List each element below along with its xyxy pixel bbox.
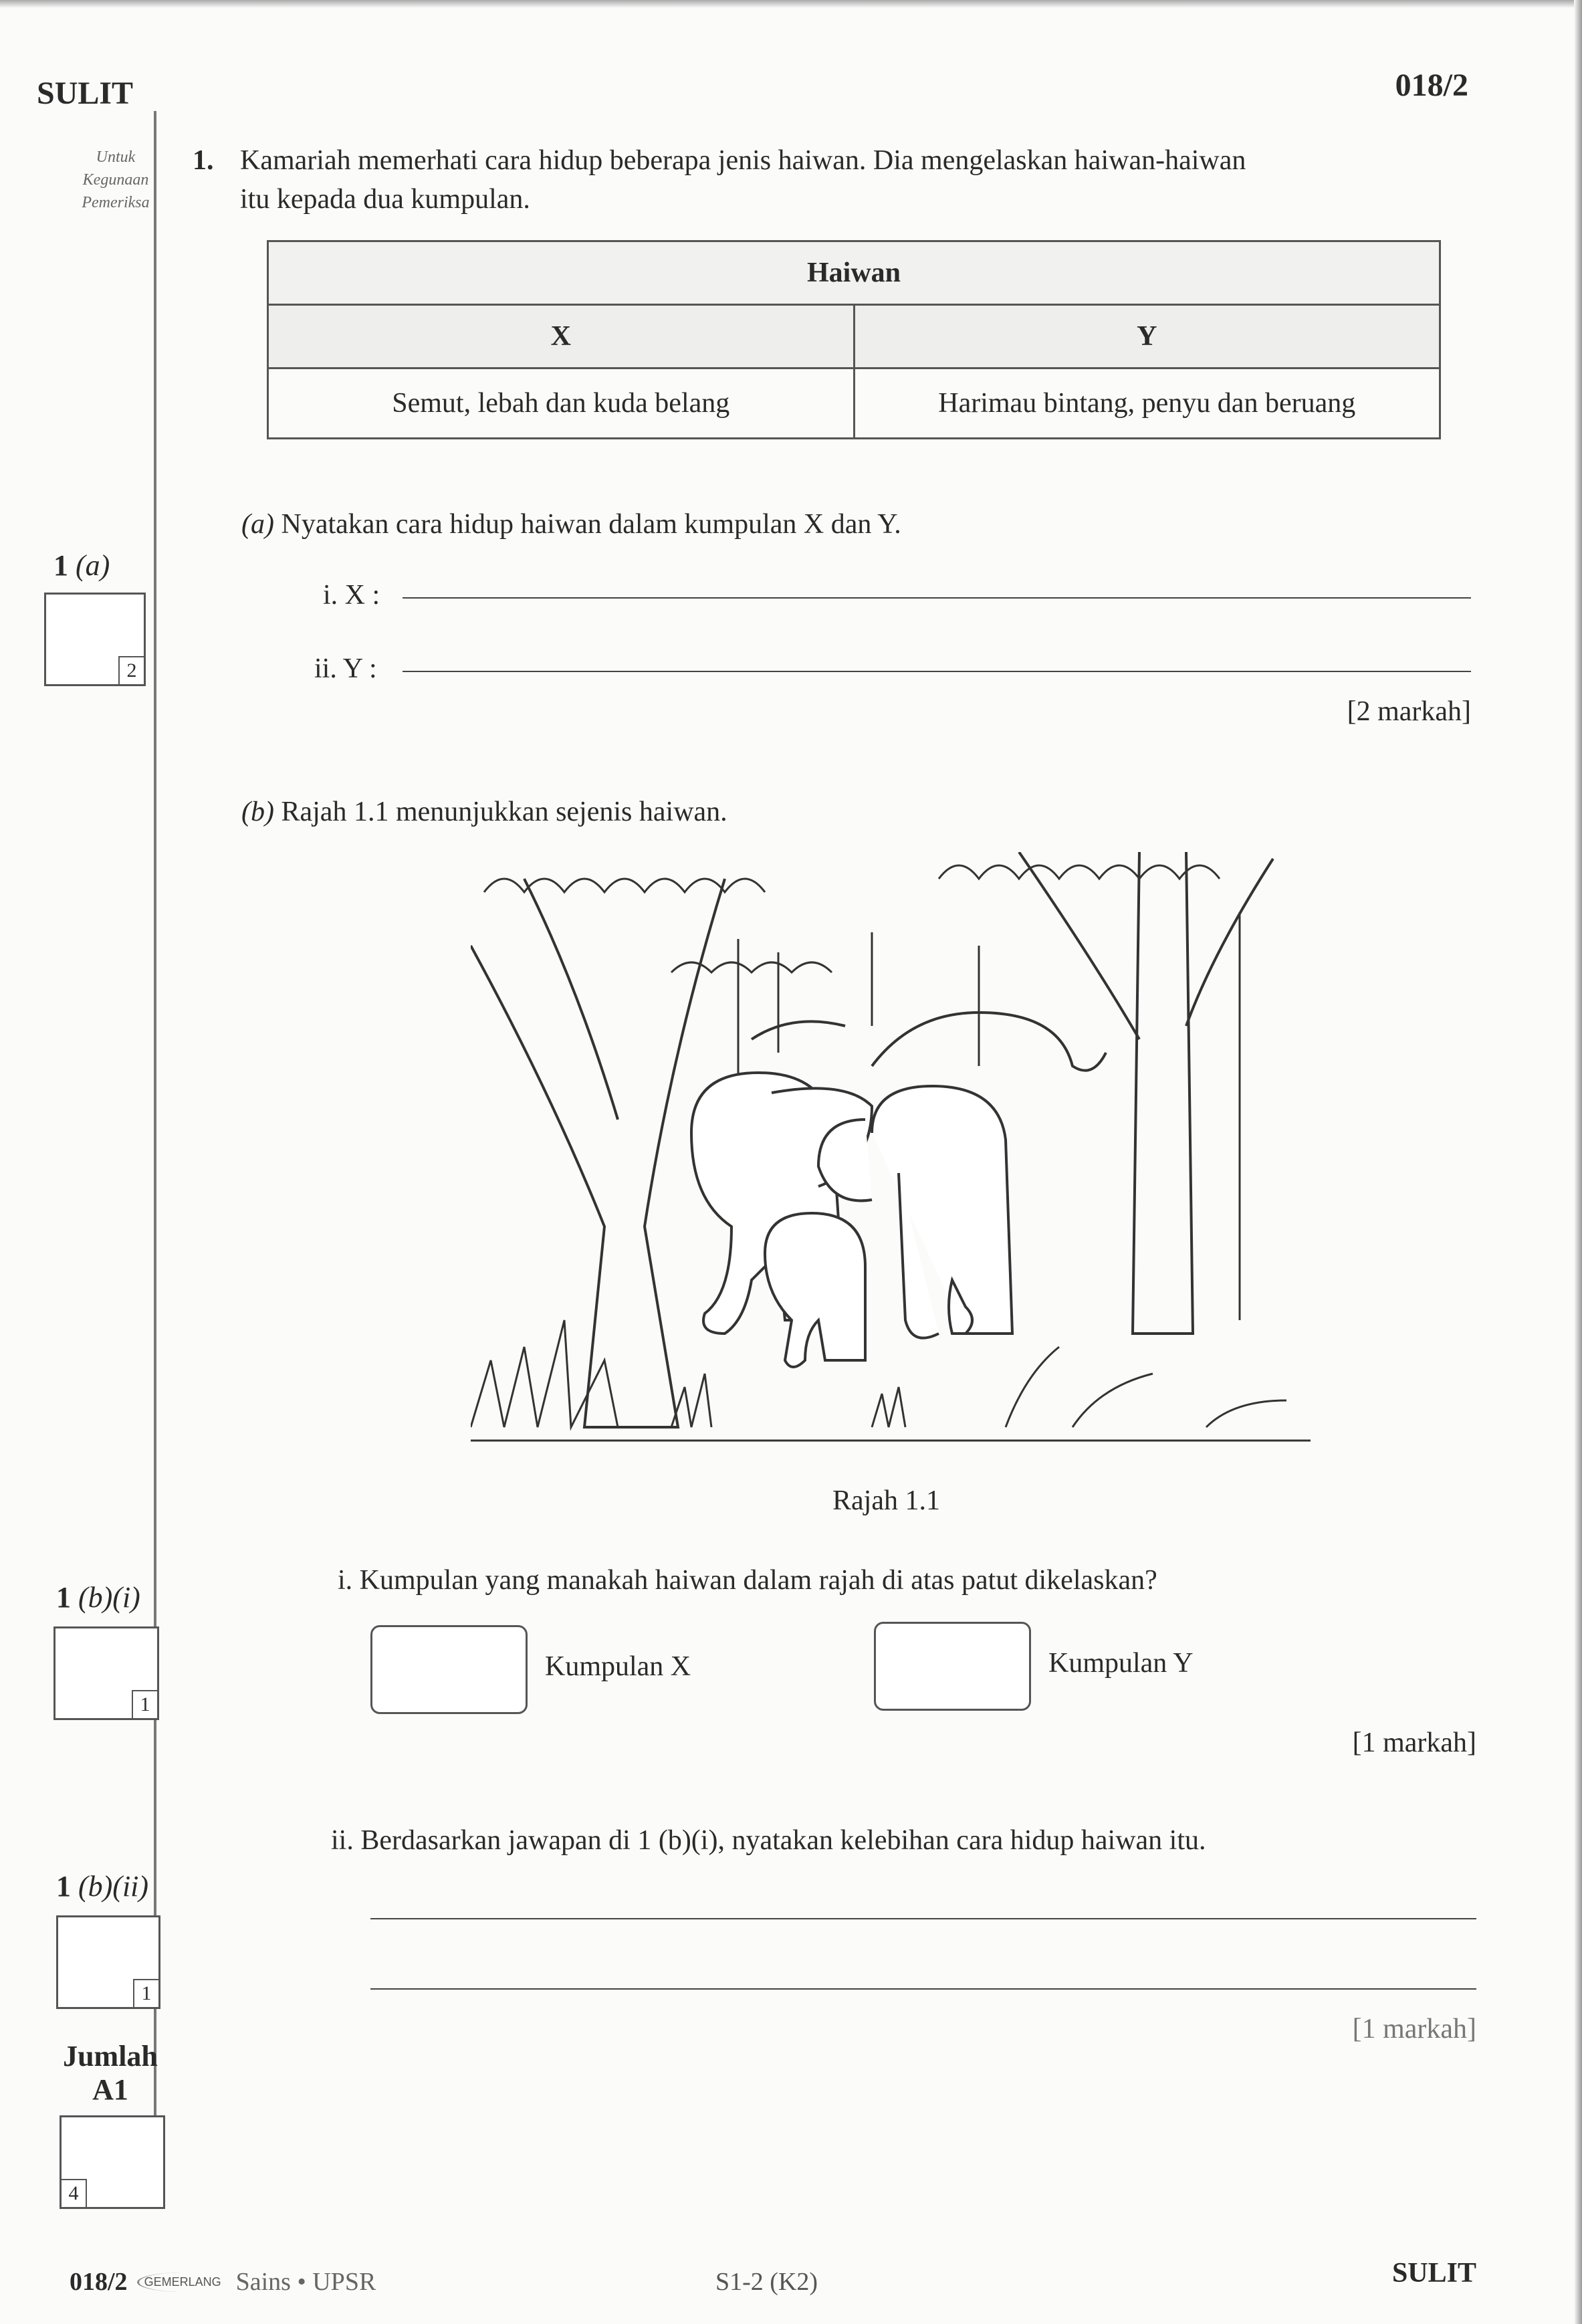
scan-edge (1574, 0, 1582, 2324)
option-kumpulan-y: Kumpulan Y (1048, 1648, 1194, 1679)
part-a-label: (a) (241, 509, 274, 540)
label-part: (a) (76, 549, 110, 582)
note-line: Pemeriksa (82, 194, 150, 211)
option-kumpulan-x: Kumpulan X (545, 1651, 691, 1682)
checkbox-kumpulan-x[interactable] (370, 1625, 528, 1714)
tree-left (471, 879, 725, 1427)
max-score: 4 (60, 2179, 87, 2208)
footer-code: 018/2 (70, 2268, 128, 2296)
table-header-x: X (268, 305, 855, 368)
part-a-question (241, 503, 901, 546)
part-b-i-text: i. Kumpulan yang manakah haiwan dalam rajah di atas patut dikelaskan? (338, 1565, 1157, 1596)
header-code: 018/2 (1395, 68, 1468, 103)
elephant-back (752, 1013, 1106, 1071)
answer-b-ii-line-2[interactable] (370, 1988, 1476, 1990)
part-a-text: Nyatakan cara hidup haiwan dalam kumpulan X dan Y. (281, 509, 901, 540)
tree-right (1019, 852, 1273, 1334)
part-b-ii-marks: [1 markah] (1352, 2014, 1476, 2044)
score-box-total[interactable] (60, 2115, 165, 2209)
elephant-calf (765, 1213, 865, 1367)
footer-sulit: SULIT (1391, 2258, 1476, 2289)
score-label-1a (53, 548, 110, 583)
footer-left (70, 2267, 376, 2297)
part-b-text: Rajah 1.1 menunjukkan sejenis haiwan. (281, 797, 727, 827)
part-a-marks: [2 markah] (1347, 696, 1471, 727)
score-box-1a[interactable] (44, 593, 146, 686)
table-header-y: Y (854, 305, 1440, 368)
examiner-note (79, 146, 152, 214)
brand-logo: GEMERLANG (137, 2273, 227, 2292)
question-number: 1. (193, 145, 214, 176)
total-label (47, 2040, 174, 2107)
footer-subject: Sains • UPSR (235, 2268, 376, 2296)
label-part: (b)(i) (78, 1581, 140, 1614)
score-box-1bii[interactable] (56, 1915, 160, 2009)
animal-table (267, 240, 1441, 439)
footer-page: S1-2 (K2) (715, 2268, 818, 2296)
max-score: 1 (132, 1690, 158, 1719)
max-score: 2 (118, 656, 145, 685)
max-score: 1 (133, 1979, 160, 2008)
header-sulit: SULIT (37, 76, 134, 111)
note-line: Kegunaan (82, 171, 149, 189)
table-title: Haiwan (268, 241, 1440, 305)
answer-b-ii-line-1[interactable] (370, 1918, 1476, 1919)
elephant-illustration (471, 852, 1311, 1467)
question-intro-2: itu kepada dua kumpulan. (240, 184, 530, 215)
label-part: (b)(ii) (78, 1870, 149, 1903)
answer-x-label: i. X : (323, 580, 380, 611)
table-cell-y: Harimau bintang, penyu dan beruang (854, 368, 1440, 439)
note-line: Untuk (96, 148, 136, 166)
part-b-label: (b) (241, 797, 274, 827)
score-box-1bi[interactable] (53, 1626, 159, 1720)
scan-shadow (0, 0, 1582, 8)
answer-x-line[interactable] (403, 597, 1471, 599)
label-num: 1 (56, 1870, 71, 1903)
canopy (484, 865, 1220, 972)
label-num: 1 (56, 1581, 71, 1614)
score-label-1bi (56, 1580, 140, 1614)
part-b-ii-text: ii. Berdasarkan jawapan di 1 (b)(i), nyatakan kelebihan cara hidup haiwan itu. (331, 1825, 1206, 1856)
total-line-2: A1 (92, 2073, 128, 2106)
part-b-question (241, 790, 727, 833)
checkbox-kumpulan-y[interactable] (874, 1622, 1031, 1711)
label-num: 1 (53, 549, 68, 582)
answer-y-line[interactable] (403, 671, 1471, 672)
grass (471, 1320, 1311, 1441)
answer-y-label: ii. Y : (314, 653, 377, 684)
score-label-1bii (56, 1869, 148, 1903)
table-cell-x: Semut, lebah dan kuda belang (268, 368, 855, 439)
part-b-i-marks: [1 markah] (1352, 1727, 1476, 1758)
figure-caption: Rajah 1.1 (832, 1485, 940, 1516)
question-intro-1: Kamariah memerhati cara hidup beberapa jenis haiwan. Dia mengelaskan haiwan-haiwan (240, 145, 1246, 176)
margin-divider (154, 111, 156, 2207)
total-line-1: Jumlah (63, 2040, 158, 2073)
